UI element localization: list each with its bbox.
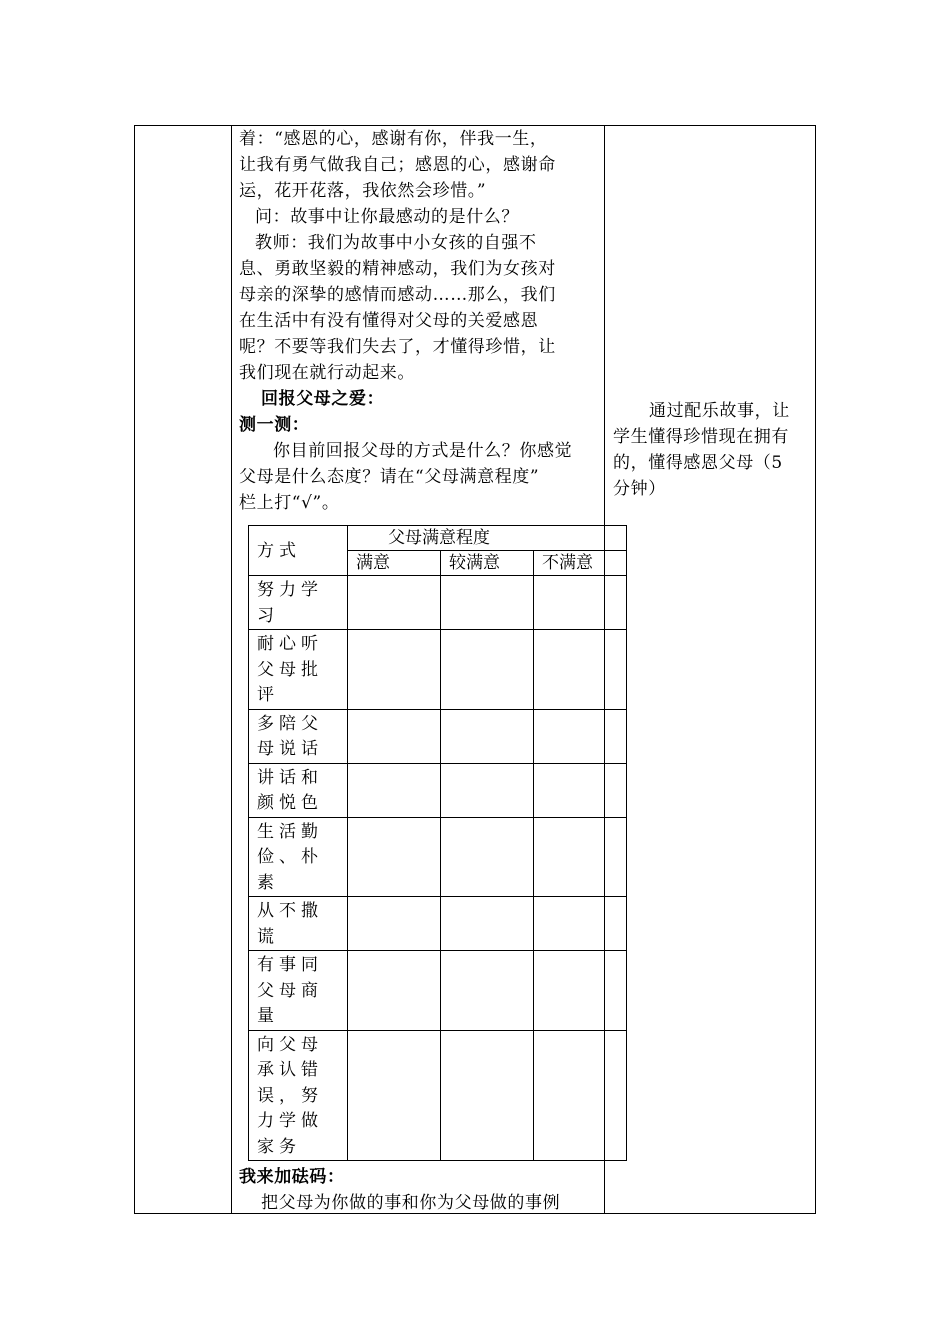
add-weight-section (239, 1164, 599, 1216)
section-heading: 回报父母之爱： (261, 389, 385, 409)
check-cell[interactable] (534, 897, 627, 951)
note-line: 通过配乐故事，让 (649, 401, 790, 421)
check-cell[interactable] (441, 951, 534, 1031)
way-row-label: 努力学习 (249, 576, 348, 630)
intro-line: 着：“感恩的心，感谢有你，伴我一生， (239, 129, 548, 149)
test-heading: 测一测： (239, 415, 310, 435)
note-line: 学生懂得珍惜现在拥有 (613, 427, 789, 447)
add-instruction: 把父母为你做的事和你为父母做的事例 (261, 1193, 561, 1213)
teacher-line: 呢？不要等我们失去了，才懂得珍惜，让 (239, 337, 556, 357)
teacher-line: 息、勇敢坚毅的精神感动，我们为女孩对 (239, 259, 556, 279)
way-row-label: 多陪父母说话 (249, 709, 348, 763)
lesson-content-column (239, 126, 599, 516)
intro-line: 运，花开花落，我依然会珍惜。” (239, 181, 487, 201)
check-cell[interactable] (348, 630, 441, 710)
teacher-line: 教师：我们为故事中小女孩的自强不 (255, 233, 537, 253)
way-row-label: 有事同父母商量 (249, 951, 348, 1031)
check-cell[interactable] (348, 817, 441, 897)
satisfaction-header: 父母满意程度 (348, 526, 627, 551)
check-cell[interactable] (441, 763, 534, 817)
check-cell[interactable] (441, 817, 534, 897)
level-satisfied: 满意 (348, 551, 441, 576)
check-cell[interactable] (348, 1030, 441, 1161)
check-cell[interactable] (348, 951, 441, 1031)
teacher-line: 我们现在就行动起来。 (239, 363, 415, 383)
test-instruction-line: 你目前回报父母的方式是什么？你感觉 (273, 441, 573, 461)
teacher-line: 在生活中有没有懂得对父母的关爱感恩 (239, 311, 539, 331)
lesson-table (134, 125, 816, 1214)
check-cell[interactable] (348, 576, 441, 630)
column-divider (231, 126, 232, 1213)
way-row-label: 讲话和颜悦色 (249, 763, 348, 817)
check-cell[interactable] (534, 576, 627, 630)
test-instruction-line: 父母是什么态度？请在“父母满意程度” (239, 467, 540, 487)
check-cell[interactable] (534, 1030, 627, 1161)
add-heading: 我来加砝码： (239, 1167, 345, 1187)
teaching-note-column (613, 398, 813, 502)
check-cell[interactable] (348, 709, 441, 763)
intro-line: 让我有勇气做我自己；感恩的心，感谢命 (239, 155, 556, 175)
level-fairly-satisfied: 较满意 (441, 551, 534, 576)
way-row-label: 从不撒谎 (249, 897, 348, 951)
check-cell[interactable] (534, 951, 627, 1031)
question-text: 问：故事中让你最感动的是什么？ (255, 207, 519, 227)
way-row-label: 向父母承认错误，努力学做家务 (249, 1030, 348, 1161)
way-row-label: 耐心听父母批评 (249, 630, 348, 710)
note-line: 的，懂得感恩父母（5 (613, 453, 783, 473)
check-cell[interactable] (348, 897, 441, 951)
check-cell[interactable] (534, 709, 627, 763)
check-cell[interactable] (534, 763, 627, 817)
check-cell[interactable] (348, 763, 441, 817)
check-cell[interactable] (534, 630, 627, 710)
test-instruction-line: 栏上打“√”。 (239, 493, 340, 513)
check-cell[interactable] (534, 817, 627, 897)
teacher-line: 母亲的深挚的感情而感动……那么，我们 (239, 285, 556, 305)
check-cell[interactable] (441, 630, 534, 710)
check-cell[interactable] (441, 1030, 534, 1161)
way-header: 方式 (249, 526, 348, 576)
level-unsatisfied: 不满意 (534, 551, 627, 576)
way-row-label: 生活勤俭、朴素 (249, 817, 348, 897)
check-cell[interactable] (441, 576, 534, 630)
note-line: 分钟） (613, 479, 666, 499)
satisfaction-survey-table (248, 525, 627, 1161)
check-cell[interactable] (441, 897, 534, 951)
check-cell[interactable] (441, 709, 534, 763)
